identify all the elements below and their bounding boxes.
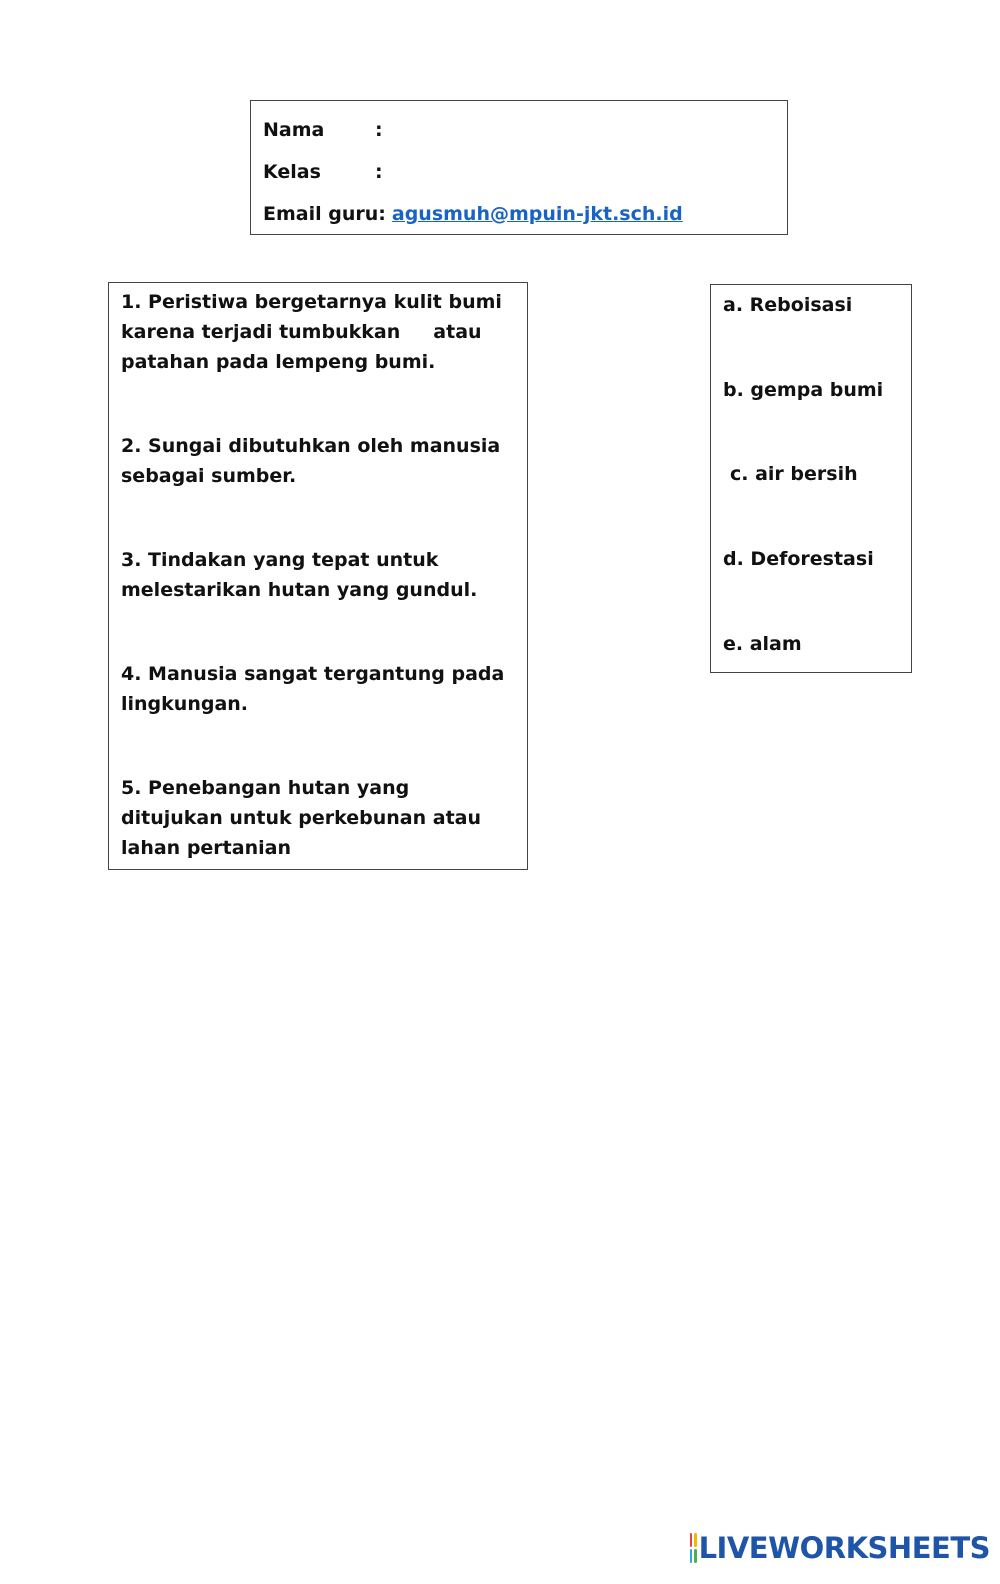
email-label: Email guru:: [263, 203, 386, 225]
question-item: 5. Penebangan hutan yang ditujukan untuk perkebunan atau lahan pertanian: [121, 777, 488, 859]
liveworksheets-watermark: [690, 1530, 990, 1566]
email-row: [263, 193, 775, 235]
answer-option[interactable]: b. gempa bumi: [723, 379, 884, 401]
logo-square-yellow: [694, 1533, 696, 1547]
questions-box: [108, 282, 528, 870]
question-item: 3. Tindakan yang tepat untuk melestarikan hutan yang gundul.: [121, 549, 478, 601]
liveworksheets-logo-icon: [690, 1533, 697, 1563]
answer-option[interactable]: e. alam: [723, 633, 802, 655]
name-row: [263, 109, 775, 151]
question-item: 2. Sungai dibutuhkan oleh manusia sebagai sumber.: [121, 435, 507, 487]
logo-square-green: [694, 1549, 696, 1563]
logo-square-blue: [690, 1549, 692, 1563]
class-row: [263, 151, 775, 193]
name-label: Nama: [263, 119, 325, 141]
class-label: Kelas: [263, 161, 321, 183]
watermark-text: LIVEWORKSHEETS: [698, 1531, 990, 1565]
logo-square-red: [690, 1533, 692, 1547]
answer-option[interactable]: c. air bersih: [730, 463, 858, 485]
teacher-email-link[interactable]: agusmuh@mpuin-jkt.sch.id: [391, 203, 683, 225]
question-item: 1. Peristiwa bergetarnya kulit bumi karena terjadi tumbukkan atau patahan pada lempeng bumi.: [121, 291, 509, 373]
question-item: 4. Manusia sangat tergantung pada lingkungan.: [121, 663, 511, 715]
answer-option[interactable]: d. Deforestasi: [723, 548, 874, 570]
name-colon: :: [375, 119, 383, 141]
class-colon: :: [375, 161, 383, 183]
student-identity-box: [250, 100, 788, 235]
answer-option[interactable]: a. Reboisasi: [723, 294, 853, 316]
answers-box: [710, 284, 912, 673]
